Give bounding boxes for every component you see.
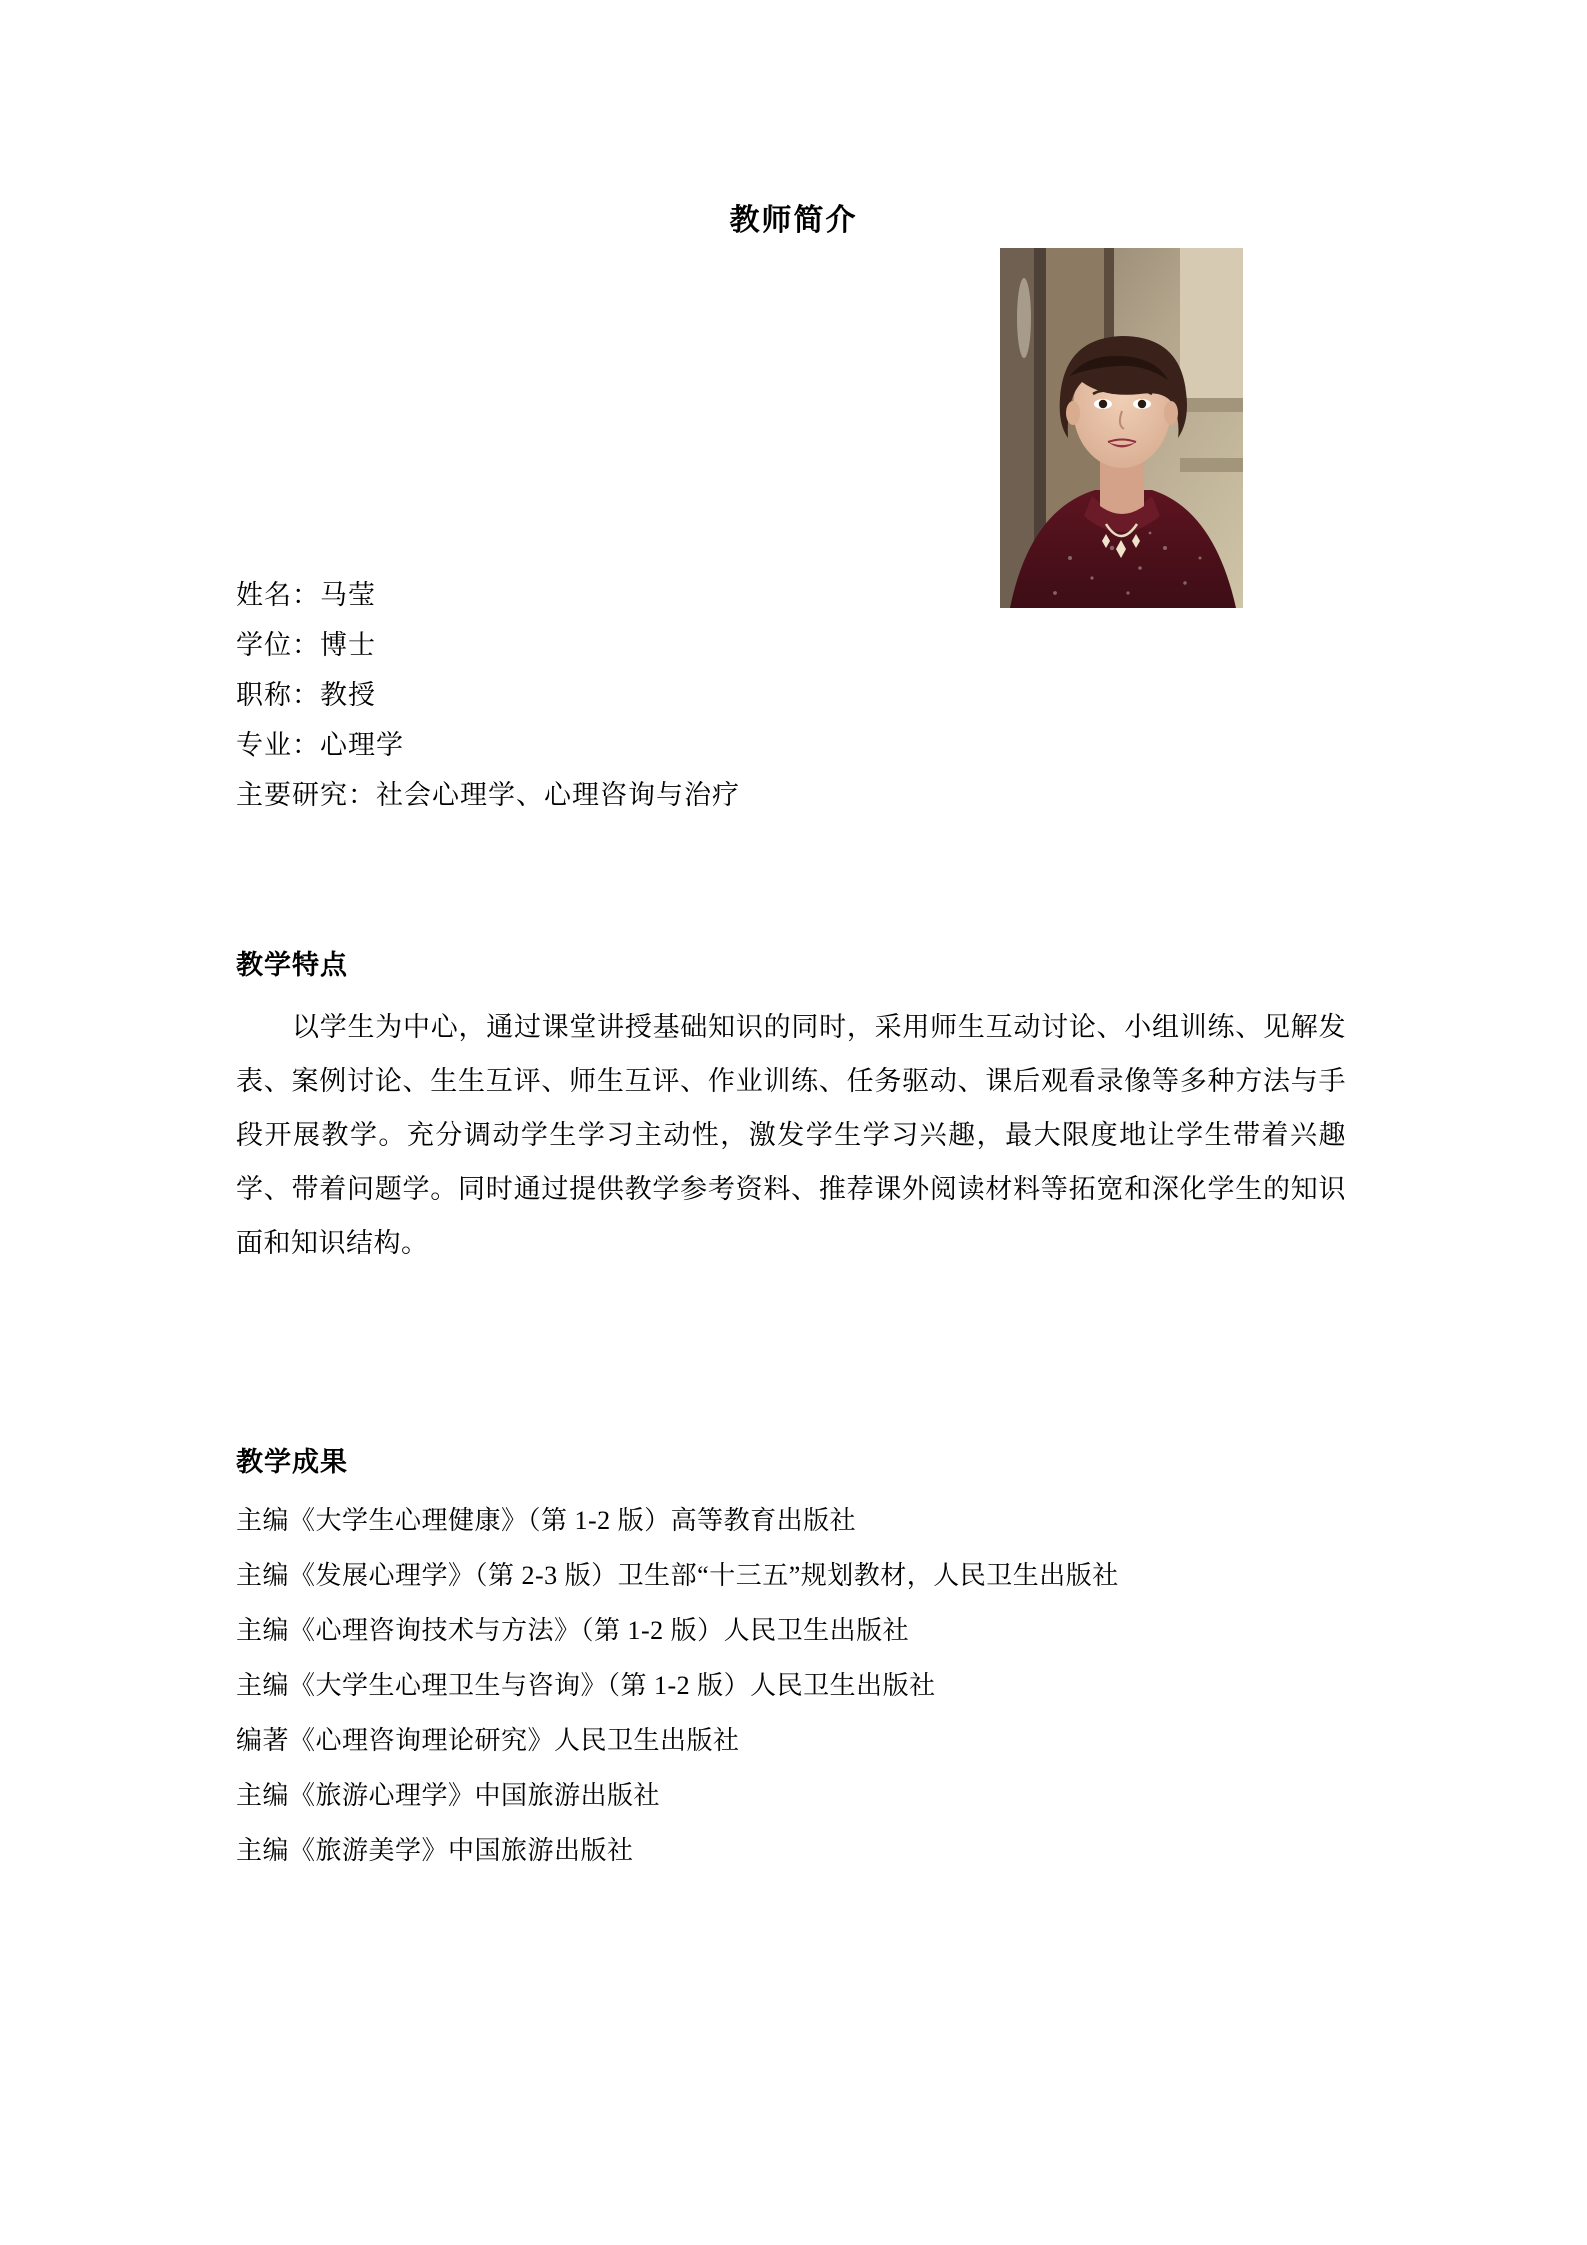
list-item: 编著《心理咨询理论研究》人民卫生出版社	[236, 1726, 740, 1755]
list-item: 主编《旅游美学》中国旅游出版社	[236, 1836, 634, 1865]
profile-research: 主要研究：社会心理学、心理咨询与治疗	[236, 780, 740, 810]
profile-info	[236, 570, 1136, 820]
section-heading-teaching-features: 教学特点	[236, 950, 348, 980]
list-item: 主编《心理咨询技术与方法》（第 1-2 版）人民卫生出版社	[236, 1616, 910, 1645]
profile-name: 姓名：马莹	[236, 580, 376, 610]
profile-major: 专业：心理学	[236, 730, 404, 760]
profile-title: 职称：教授	[236, 680, 376, 710]
teaching-features-paragraph: 以学生为中心，通过课堂讲授基础知识的同时，采用师生互动讨论、小组训练、见解发表、案例讨论、生生互评、师生互评、作业训练、任务驱动、课后观看录像等多种方法与手段开展教学。充分调动学生学习主动性，激发学生学习兴趣，最大限度地让学生带着兴趣学、带着问题学。同时通过提供教学参考资料、推荐课外阅读材料等拓宽和深化学生的知识面和知识结构。	[236, 1012, 1346, 1258]
list-item: 主编《大学生心理卫生与咨询》（第 1-2 版）人民卫生出版社	[236, 1671, 936, 1700]
section-heading-teaching-results: 教学成果	[236, 1447, 348, 1477]
list-item: 主编《发展心理学》（第 2-3 版）卫生部“十三五”规划教材，人民卫生出版社	[236, 1561, 1119, 1590]
profile-degree: 学位：博士	[236, 630, 376, 660]
page-title: 教师简介	[729, 204, 858, 237]
list-item: 主编《旅游心理学》中国旅游出版社	[236, 1781, 661, 1810]
teaching-results-list	[236, 1493, 1386, 1878]
list-item: 主编《大学生心理健康》（第 1-2 版）高等教育出版社	[236, 1506, 857, 1535]
teacher-portrait-photo	[1000, 248, 1243, 608]
